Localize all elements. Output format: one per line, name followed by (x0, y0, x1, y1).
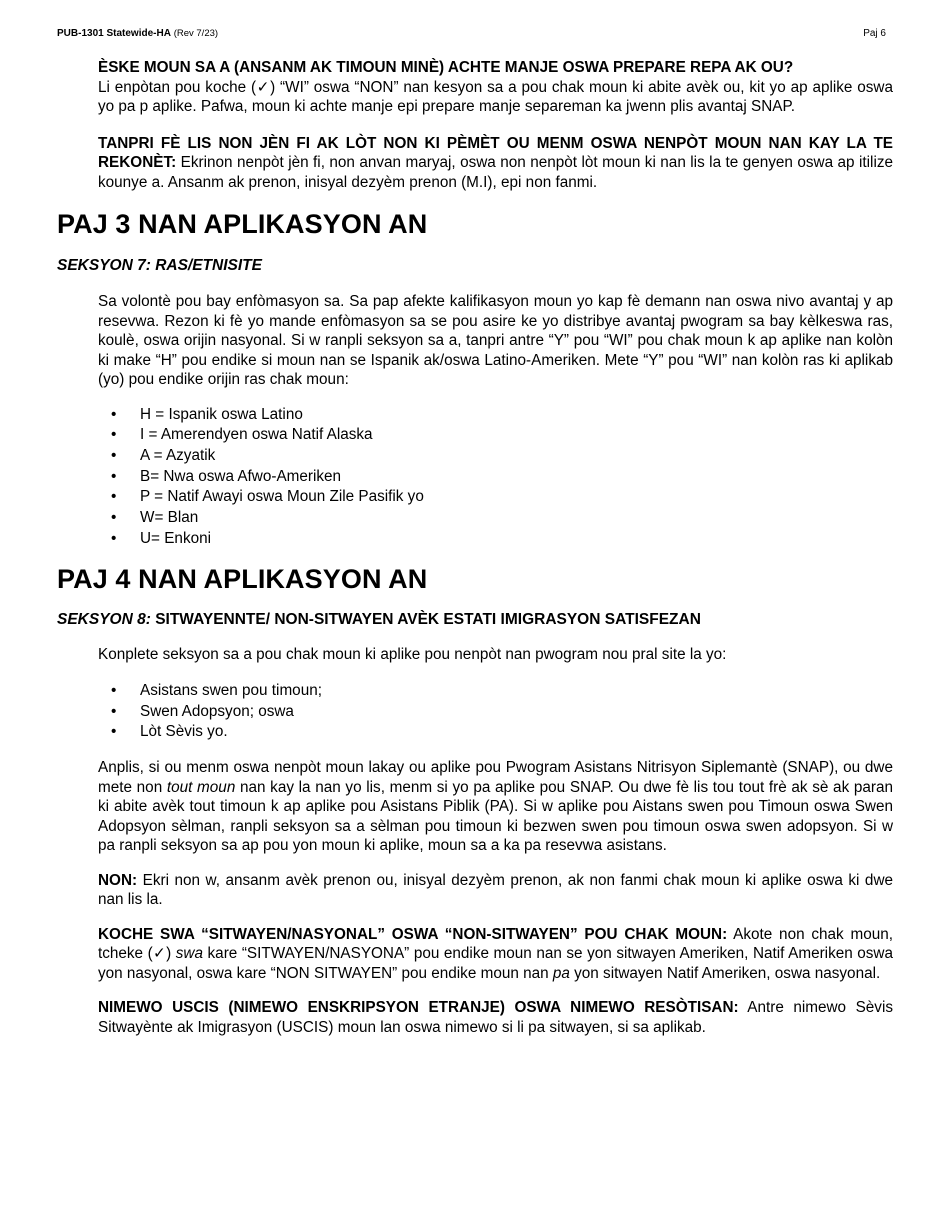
question-heading: TANPRI FÈ LIS NON JÈN FI AK LÒT NON KI PÈMÈT OU MENM OSWA NENPÒT MOUN NAN KAY LA TE REKONÈT: (98, 134, 893, 171)
question-body: Ekrinon nenpòt jèn fi, non anvan maryaj, oswa non nenpòt lòt moun ki nan lis la te genyen oswa ap itilize kounye a. Ansanm ak prenon, inisyal dezyèm prenon (M.I), epi non fanmi. (98, 154, 893, 191)
question-other-names (98, 134, 893, 193)
section8-paragraph: Anplis, si ou menm oswa nenpòt moun lakay ou aplike pou Pwogram Asistans Nitrisyon Siplemantè (SNAP), ou dwe mete non tout moun nan kay la nan yo lis, menm si yo pa aplike pou SNAP. Ou dwe fè lis tou tout frè ak sè ak paran ki abite avèk tout timoun k ap aplike pou Asistans Piblik (PA). Si w aplike pou Aistans swen pou Timoun oswa Swen Adopsyon sèlman, ranpli seksyon sa a sèlman pou timoun ki bezwen swen pou timoun oswa swen adopsyon. Si w pa ranpli seksyon sa ap pou yon moun ki aplike, moun sa a ka pa resevwa asistans. (98, 759, 894, 855)
section7-title: SEKSYON 7: RAS/ETNISITE (57, 257, 262, 274)
instruction-uscis: NIMEWO USCIS (NIMEWO ENSKRIPSYON ETRANJE) OSWA NIMEWO RESÒTISAN: Antre nimewo Sèvis Sitwayènte ak Imigrasyon (USCIS) moun lan oswa nimewo si li pa sitwayen, si sa aplikab. (98, 999, 893, 1036)
list-item: • Asistans swen pou timoun; (98, 681, 893, 702)
program-list (57, 681, 893, 743)
question-body: Li enpòtan pou koche (✓) “WI” oswa “NON” nan kesyon sa a pou chak moun ki abite avèk ou, kit yo ap aplike oswa yo pa p aplike. Pafwa, moun ki achte manje epi prepare manje separeman ka jwenn plis avantaj SNAP. (98, 78, 893, 115)
section8-title: SEKSYON 8: SITWAYENNTE/ NON-SITWAYEN AVÈK ESTATI IMIGRASYON SATISFEZAN (57, 611, 701, 629)
list-item: • P = Natif Awayi oswa Moun Zile Pasifik yo (98, 487, 893, 508)
list-item: • I = Amerendyen oswa Natif Alaska (98, 425, 893, 446)
list-item: • Lòt Sèvis yo. (98, 722, 893, 743)
instruction-name: NON: Ekri non w, ansanm avèk prenon ou, inisyal dezyèm prenon, ak non fanmi chak moun ki aplike oswa ki dwe nan lis la. (98, 871, 893, 909)
list-item: • B= Nwa oswa Afwo-Ameriken (98, 467, 893, 488)
question-meal-sharing (98, 58, 893, 117)
document-body (57, 58, 893, 1037)
page-number: Paj 6 (863, 28, 886, 39)
list-item: • H = Ispanik oswa Latino (98, 405, 893, 426)
instruction-label: NIMEWO USCIS (NIMEWO ENSKRIPSYON ETRANJE) OSWA NIMEWO RESÒTISAN: (98, 999, 739, 1017)
instruction-citizenship: KOCHE SWA “SITWAYEN/NASYONAL” OSWA “NON-SITWAYEN” POU CHAK MOUN: Akote non chak moun, tcheke (✓) swa kare “SITWAYEN/NASYONA” pou endike moun nan se yon sitwayen Ameriken, Natif Ameriken oswa yon nasyonal, oswa kare “NON SITWAYEN” pou endike moun nan pa yon sitwayen Natif Ameriken, oswa nasyonal. (98, 925, 894, 982)
instruction-label: KOCHE SWA “SITWAYEN/NASYONAL” OSWA “NON-SITWAYEN” POU CHAK MOUN: (98, 925, 728, 943)
section7-body: Sa volontè pou bay enfòmasyon sa. Sa pap afekte kalifikasyon moun yo kap fè demann nan oswa nivo avantaj y ap resevwa. Rezon ki fè yo mande enfòmasyon sa se pou asire ke yo distribye avantaj pwogram sa bay kèlkeswa ras, koulè, oswa orijin nasyonal. Si w ranpli seksyon sa a, tanpri antre “Y” pou “WI” pou chak moun k ap aplike nan kolòn ki make “H” pou endike si moun nan se Ispanik ak/oswa Latino-Ameriken. Mete “Y” pou “WI” nan kolòn ras ki aplikab (yo) pou endike orijin ras chak moun: (98, 293, 893, 388)
section8-intro: Konplete seksyon sa a pou chak moun ki aplike pou nenpòt nan pwogram nou pral site la yo: (98, 646, 727, 664)
list-item: • Swen Adopsyon; oswa (98, 702, 893, 723)
page-header (57, 28, 893, 42)
page4-title: PAJ 4 NAN APLIKASYON AN (57, 564, 428, 595)
list-item: • W= Blan (98, 508, 893, 529)
page3-title: PAJ 3 NAN APLIKASYON AN (57, 209, 428, 239)
question-heading: ÈSKE MOUN SA A (ANSANM AK TIMOUN MINÈ) ACHTE MANJE OSWA PREPARE REPA AK OU? (98, 59, 794, 76)
document-code: PUB-1301 Statewide-HA (57, 28, 171, 39)
document-id (57, 28, 218, 39)
instruction-label: NON: (98, 871, 138, 889)
race-code-list (57, 405, 893, 550)
list-item: • A = Azyatik (98, 446, 893, 467)
revision-date: (Rev 7/23) (173, 28, 219, 39)
list-item: • U= Enkoni (98, 529, 893, 550)
